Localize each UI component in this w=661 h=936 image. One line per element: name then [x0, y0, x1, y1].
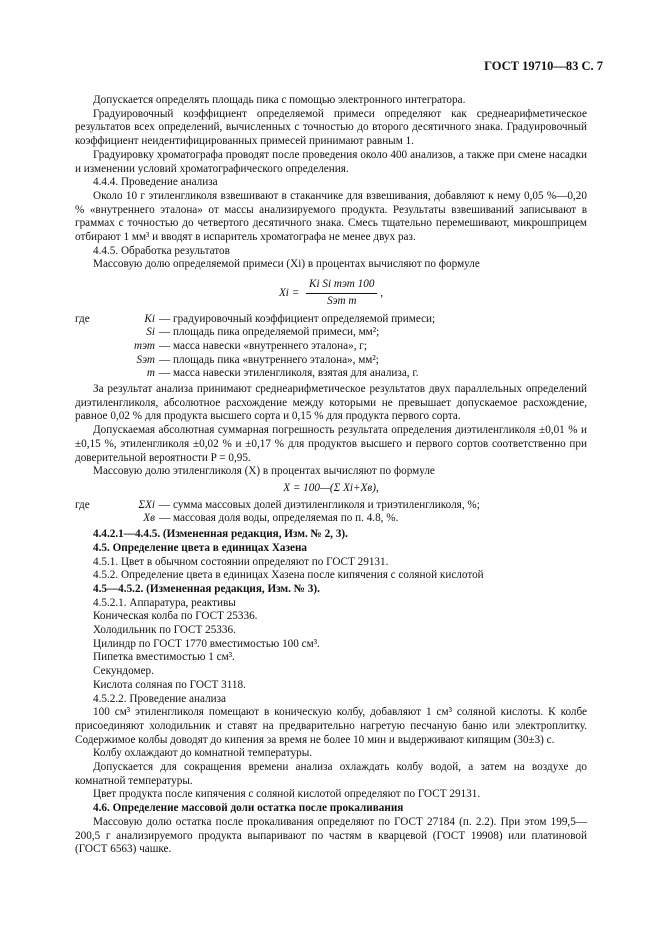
legend-label: где [75, 312, 90, 325]
section-heading: 4.5.1. Цвет в обычном состоянии определяют по ГОСТ 29131. [93, 555, 389, 568]
legend-symbol: mэт [134, 339, 155, 352]
legend-label [75, 326, 129, 340]
legend-text: масса навески этиленгликоля, взятая для анализа, г. [173, 367, 419, 380]
paragraph: Градуировку хроматографа проводят после проведения около 400 анализов, а также при смене насадки и изменении условий хроматографического определения. [75, 148, 587, 175]
legend-row: где ΣXi — сумма массовых долей диэтиленгликоля и триэтиленгликоля, %; [75, 499, 587, 513]
legend-row: mэт — масса навески «внутреннего эталона», г; [75, 340, 587, 354]
section-heading: 4.4.5. Обработка результатов [93, 244, 230, 257]
formula-tail: , [380, 286, 384, 299]
list-item: Цилиндр по ГОСТ 1770 вместимостью 100 см³. [93, 637, 320, 650]
paragraph: Градуировочный коэффициент определяемой примеси определяют как среднеарифметическое результатов всех определений, вычисленных с точностью до второго десятичного знака. Градуировочный коэффициент неидентифицированных примесей принимают равным 1. [75, 107, 587, 148]
paragraph: Массовую долю определяемой примеси (Xi) в процентах вычисляют по формуле [93, 258, 480, 271]
section-heading: 4.6. Определение массовой доли остатка после прокаливания [93, 802, 404, 815]
legend-text: масса навески «внутреннего эталона», г; [173, 339, 367, 352]
formula-denominator: Sэт m [327, 294, 357, 307]
legend-text: градуировочный коэффициент определяемой примеси; [173, 312, 436, 325]
paragraph: Около 10 г этиленгликоля взвешивают в стаканчике для взвешивания, добавляют к нему 0,05 %—0,20 % «внутреннего эталона» от массы анализируемого продукта. Результаты взвешиваний записывают в граммах с точностью до четвертого десятичного знака. Смесь тщательно перемешивают, микрошприцем отбирают 1 мм³ и вводят в испаритель хроматографа не менее двух раз. [75, 189, 587, 244]
section-heading: 4.5.2. Определение цвета в единицах Хазена после кипячения с соляной кислотой [93, 569, 484, 582]
paragraph: За результат анализа принимают среднеарифметическое результатов двух параллельных определений диэтиленгликоля, абсолютное расхождение между которыми не превышает допускаемое расхождение, равное 0,02 % для продукта высшего сорта и 0,15 % для продукта первого сорта. [75, 383, 587, 423]
legend-text: массовая доля воды, определяемая по п. 4.8, %. [173, 512, 399, 525]
list-item: Пипетка вместимостью 1 см³. [93, 651, 235, 664]
list-item: Холодильник по ГОСТ 25336. [93, 624, 236, 637]
document-body [75, 94, 587, 857]
legend-symbol: m [146, 367, 155, 380]
list-item: Секундомер. [93, 665, 154, 678]
paragraph: Массовую долю остатка после прокаливания определяют по ГОСТ 27184 (п. 2.2). При этом 199,5—200,5 г анализируемого продукта выпаривают по частям в кварцевой (ГОСТ 19908) или платиновой (ГОСТ 6563) чашке. [75, 815, 587, 856]
legend-1 [75, 313, 587, 382]
legend-text: площадь пика определяемой примеси, мм²; [173, 326, 380, 339]
section-heading: 4.5.2.1. Аппаратура, реактивы [93, 596, 236, 609]
list-item: Кислота соляная по ГОСТ 3118. [93, 678, 246, 691]
section-heading: 4.5.2.2. Проведение анализа [93, 692, 227, 705]
legend-symbol: Sэт [136, 353, 155, 366]
legend-label [75, 367, 129, 381]
paragraph: Цвет продукта после кипячения с соляной кислотой определяют по ГОСТ 29131. [93, 788, 481, 801]
legend-row: Xв — массовая доля воды, определяемая по п. 4.8, %. [75, 512, 587, 526]
revision-note: 4.5—4.5.2. (Измененная редакция, Изм. № 3). [93, 582, 320, 595]
legend-row: Sэт — площадь пика «внутреннего эталона», мм²; [75, 354, 587, 368]
section-heading: 4.4.4. Проведение анализа [93, 176, 218, 189]
legend-symbol: Ki [144, 312, 155, 325]
paragraph: Допускаемая абсолютная суммарная погрешность результата определения диэтиленгликоля ±0,01 % и ±0,15 %, этиленгликоля ±0,02 % и ±0,17 % для продуктов высшего и первого сортов соответственно при доверительной вероятности P = 0,95. [75, 424, 587, 464]
legend-text: сумма массовых долей диэтиленгликоля и триэтиленгликоля, %; [173, 498, 480, 511]
legend-symbol: Si [146, 326, 155, 339]
paragraph: Массовую долю этиленгликоля (X) в процентах вычисляют по формуле [93, 465, 435, 478]
legend-label: где [75, 498, 90, 511]
legend-2 [75, 499, 587, 526]
paragraph: Допускается определять площадь пика с помощью электронного интегратора. [93, 94, 466, 106]
list-item: Коническая колба по ГОСТ 25336. [93, 610, 258, 623]
legend-text: площадь пика «внутреннего эталона», мм²; [173, 353, 379, 366]
formula-fraction [306, 278, 377, 308]
section-heading: 4.5. Определение цвета в единицах Хазена [93, 541, 308, 554]
revision-note: 4.4.2.1—4.4.5. (Измененная редакция, Изм. № 2, 3). [93, 528, 348, 541]
paragraph: 100 см³ этиленгликоля помещают в коническую колбу, добавляют 1 см³ соляной кислоты. К колбе присоединяют холодильник и ставят на предварительно нагретую песчаную баню или электроплитку. Содержимое колбы доводят до кипения за время не более 10 мин и выдерживают кипящим (30±3) с. [75, 706, 587, 746]
formula-xi [75, 278, 587, 308]
formula-x: X = 100—(Σ Xi+Xв), [283, 481, 379, 494]
legend-row: где Ki — градуировочный коэффициент определяемой примеси; [75, 313, 587, 327]
legend-row: Si — площадь пика определяемой примеси, мм²; [75, 326, 587, 340]
legend-label [75, 340, 129, 354]
legend-label [75, 512, 129, 526]
legend-symbol: ΣXi [138, 498, 155, 511]
page-header: ГОСТ 19710—83 С. 7 [484, 59, 603, 73]
legend-row: m — масса навески этиленгликоля, взятая для анализа, г. [75, 367, 587, 381]
formula-lhs: Xi = [278, 286, 300, 299]
legend-symbol: Xв [143, 512, 155, 525]
paragraph: Колбу охлаждают до комнатной температуры. [93, 747, 313, 760]
paragraph: Допускается для сокращения времени анализа охлаждать колбу водой, а затем на воздухе до комнатной температуры. [75, 761, 587, 787]
legend-label [75, 354, 129, 368]
formula-numerator: Ki Si mэт 100 [306, 278, 377, 294]
